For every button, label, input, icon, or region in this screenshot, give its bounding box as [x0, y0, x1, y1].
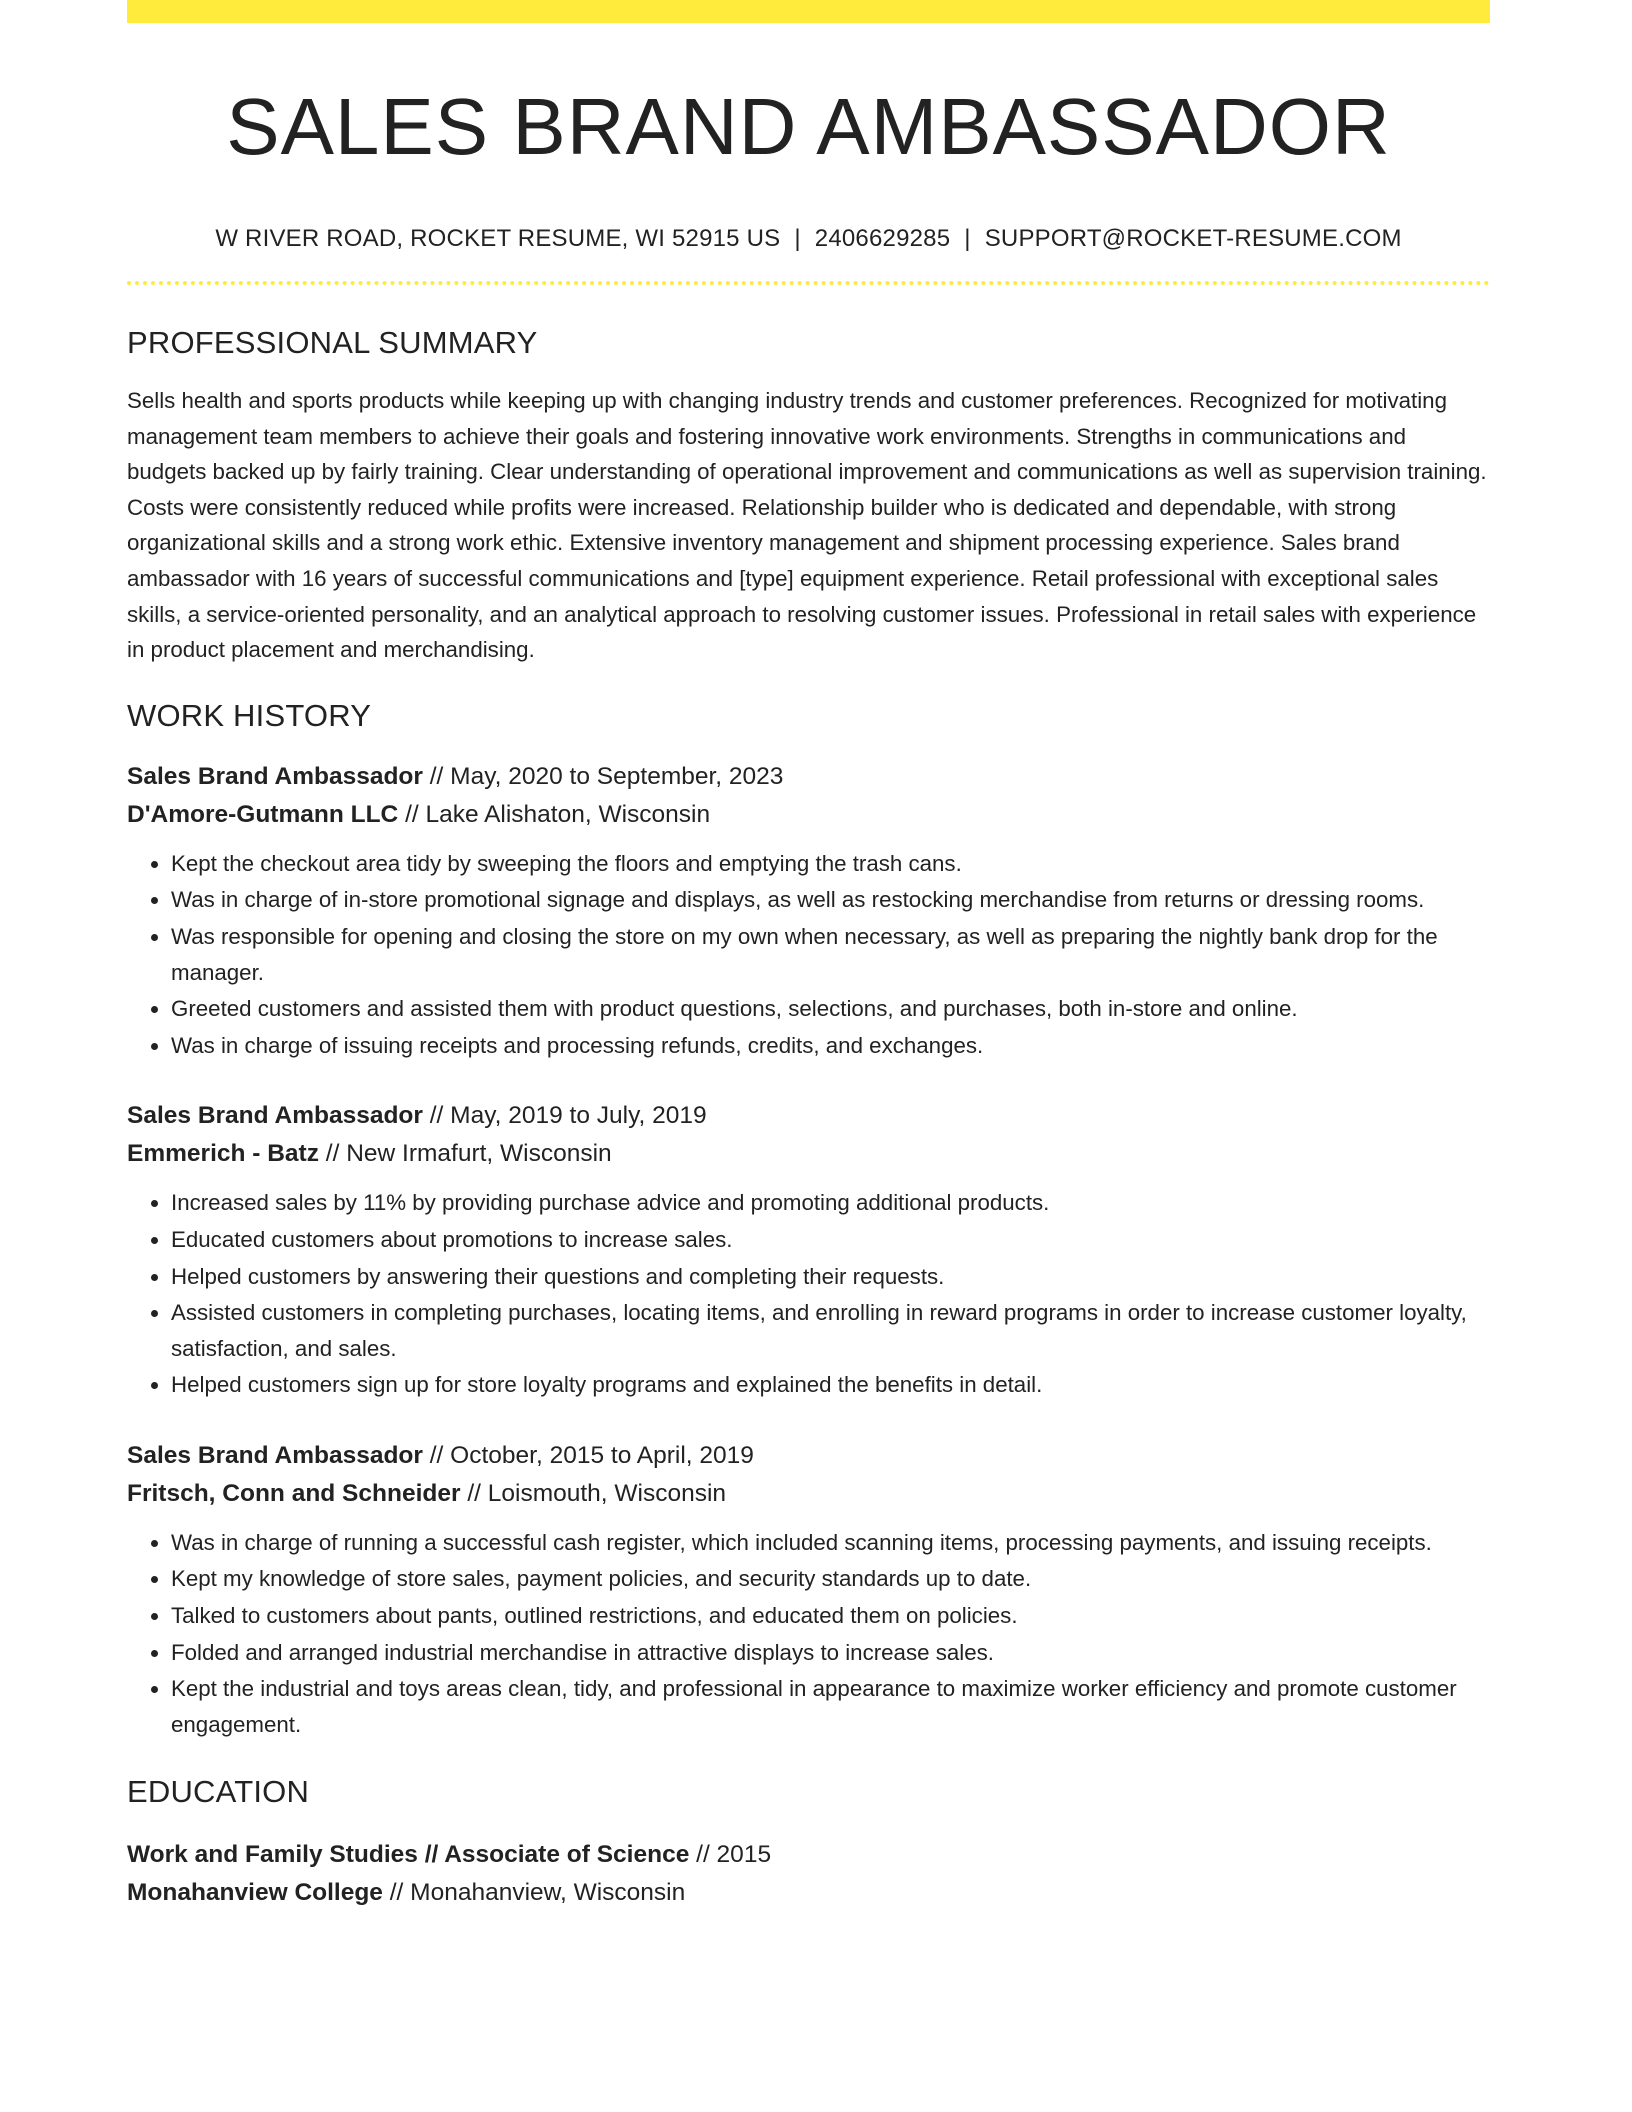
job-bullet: • Talked to customers about pants, outlined restrictions, and educated them on policies. — [171, 1598, 1490, 1634]
job-dates: // May, 2020 to September, 2023 — [429, 762, 784, 790]
work-history-heading: WORK HISTORY — [127, 697, 372, 733]
job-dates: // October, 2015 to April, 2019 — [429, 1441, 754, 1469]
job-title-line — [127, 1097, 1490, 1135]
education-heading: EDUCATION — [127, 1774, 310, 1810]
job-bullets — [127, 1525, 1490, 1743]
top-accent-bar — [127, 0, 1490, 23]
job-company: Emmerich - Batz — [127, 1140, 319, 1168]
job-bullet: • Educated customers about promotions to increase sales. — [171, 1222, 1490, 1258]
education-entry — [127, 1836, 1490, 1912]
contact-email: SUPPORT@ROCKET-RESUME.COM — [984, 225, 1402, 252]
job-bullet: • Kept the checkout area tidy by sweeping the floors and emptying the trash cans. — [171, 846, 1490, 882]
job-bullet: • Kept my knowledge of store sales, payment policies, and security standards up to date. — [171, 1561, 1490, 1597]
job-location: // New Irmafurt, Wisconsin — [325, 1140, 612, 1168]
job-title-line — [127, 1437, 1490, 1475]
job-entry — [127, 1437, 1490, 1743]
job-bullet: • Was in charge of running a successful cash register, which included scanning items, processing payments, and issuing receipts. — [171, 1525, 1490, 1561]
job-bullet: • Was in charge of in-store promotional signage and displays, as well as restocking merchandise from returns or dressing rooms. — [171, 882, 1490, 918]
job-company: Fritsch, Conn and Schneider — [127, 1479, 461, 1507]
job-title: Sales Brand Ambassador — [127, 762, 423, 790]
job-bullet: • Assisted customers in completing purchases, locating items, and enrolling in reward programs in order to increase customer loyalty, satisfaction, and sales. — [171, 1295, 1490, 1366]
resume-title: SALES BRAND AMBASSADOR — [226, 82, 1391, 171]
job-bullet: • Kept the industrial and toys areas clean, tidy, and professional in appearance to maximize worker efficiency and promote customer engagement. — [171, 1671, 1490, 1742]
job-company-line — [127, 796, 1490, 834]
job-title: Sales Brand Ambassador — [127, 1102, 423, 1130]
education-year: // 2015 — [696, 1841, 772, 1869]
job-company: D'Amore-Gutmann LLC — [127, 800, 399, 828]
job-dates: // May, 2019 to July, 2019 — [429, 1102, 707, 1130]
job-entry — [127, 1097, 1490, 1403]
summary-text: Sells health and sports products while keeping up with changing industry trends and customer preferences. Recognized for motivating management team members to achieve their goals and fostering innovative work environments. Strengths in communications and budgets backed up by fairly training. Clear understanding of operational improvement and communications as well as supervision training. Costs were consistently reduced while profits were increased. Relationship builder who is dedicated and dependable, with strong organizational skills and a strong work ethic. Extensive inventory management and shipment processing experience. Sales brand ambassador with 16 years of successful communications and [type] equipment experience. Retail professional with exceptional sales skills, a service-oriented personality, and an analytical approach to resolving customer issues. Professional in retail sales with experience in product placement and merchandising. — [127, 388, 1487, 663]
resume-page — [127, 0, 1490, 1912]
job-company-line — [127, 1475, 1490, 1513]
dotted-divider — [127, 281, 1490, 285]
job-bullet: • Increased sales by 11% by providing purchase advice and promoting additional products. — [171, 1185, 1490, 1221]
contact-phone: 2406629285 — [814, 225, 951, 252]
job-location: // Lake Alishaton, Wisconsin — [405, 800, 711, 828]
education-degree-line — [127, 1836, 1490, 1874]
education-school-line — [127, 1874, 1490, 1912]
job-bullets — [127, 1185, 1490, 1403]
contact-address: W RIVER ROAD, ROCKET RESUME, WI 52915 US — [215, 225, 781, 252]
job-bullet: • Helped customers by answering their questions and completing their requests. — [171, 1259, 1490, 1295]
education-degree: Work and Family Studies // Associate of Science — [127, 1841, 690, 1869]
job-location: // Loismouth, Wisconsin — [467, 1479, 727, 1507]
job-company-line — [127, 1135, 1490, 1173]
education-school: Monahanview College — [127, 1879, 383, 1907]
job-bullet: • Folded and arranged industrial merchandise in attractive displays to increase sales. — [171, 1635, 1490, 1671]
contact-line — [127, 225, 1490, 253]
job-title-line — [127, 758, 1490, 796]
contact-separator: | — [964, 225, 971, 252]
job-bullet: • Helped customers sign up for store loyalty programs and explained the benefits in detail. — [171, 1367, 1490, 1403]
job-entry — [127, 758, 1490, 1064]
job-bullet: • Was in charge of issuing receipts and processing refunds, credits, and exchanges. — [171, 1028, 1490, 1064]
contact-separator: | — [794, 225, 801, 252]
education-location: // Monahanview, Wisconsin — [389, 1879, 686, 1907]
job-bullet: • Was responsible for opening and closing the store on my own when necessary, as well as preparing the nightly bank drop for the manager. — [171, 919, 1490, 990]
job-bullet: • Greeted customers and assisted them with product questions, selections, and purchases, both in-store and online. — [171, 991, 1490, 1027]
summary-heading: PROFESSIONAL SUMMARY — [127, 325, 538, 360]
job-title: Sales Brand Ambassador — [127, 1441, 423, 1469]
job-bullets — [127, 846, 1490, 1064]
